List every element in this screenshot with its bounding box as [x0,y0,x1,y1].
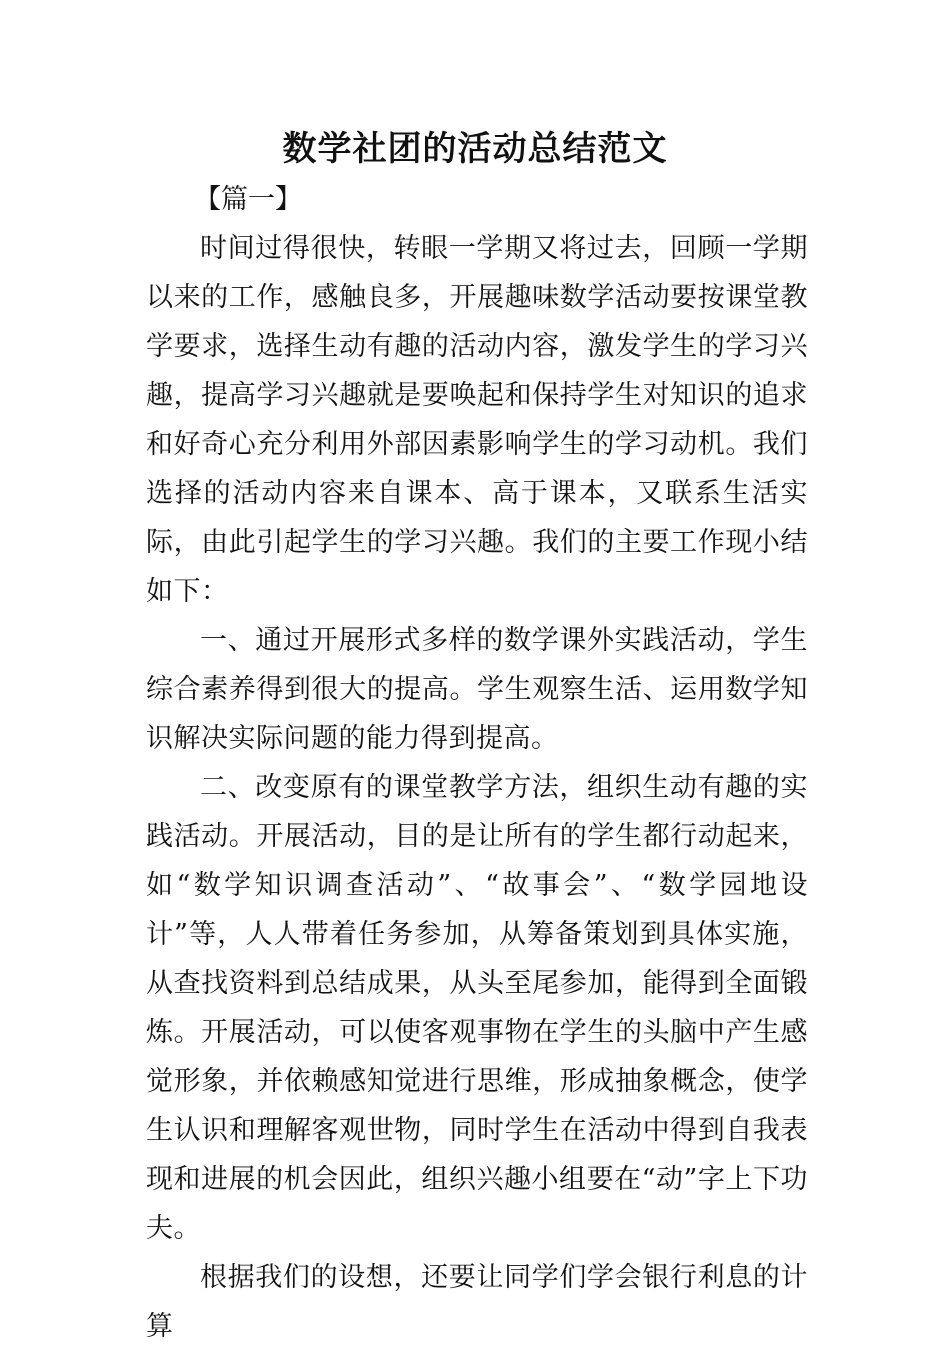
paragraph-continuation: 根据我们的设想，还要让同学们学会银行利息的计算 [146,1262,808,1342]
section-label: 【篇一】 [194,184,302,215]
document-title: 数学社团的活动总结范文 [282,129,668,169]
document-body [146,224,808,1351]
paragraph-point-two: 二、改变原有的课堂教学方法，组织生动有趣的实践活动。开展活动，目的是让所有的学生都行动起来，如“数学知识调查活动”、“故事会”、“数学园地设计”等，人人带着任务参加，从筹备策划到具体实施，从查找资料到总结成果，从头至尾参加，能得到全面锻炼。开展活动，可以使客观事物在学生的头脑中产生感觉形象，并依赖感知觉进行思维，形成抽象概念，使学生认识和理解客观世物，同时学生在活动中得到自我表现和进展的机会因此，组织兴趣小组要在“动”字上下功夫。 [146,772,808,1244]
paragraph-intro: 时间过得很快，转眼一学期又将过去，回顾一学期以来的工作，感触良多，开展趣味数学活动要按课堂教学要求，选择生动有趣的活动内容，激发学生的学习兴趣，提高学习兴趣就是要唤起和保持学生对知识的追求和好奇心充分利用外部因素影响学生的学习动机。我们选择的活动内容来自课本、高于课本，又联系生活实际，由此引起学生的学习兴趣。我们的主要工作现小结如下： [146,233,808,607]
paragraph-point-one: 一、通过开展形式多样的数学课外实践活动，学生综合素养得到很大的提高。学生观察生活、运用数学知识解决实际问题的能力得到提高。 [146,625,808,754]
